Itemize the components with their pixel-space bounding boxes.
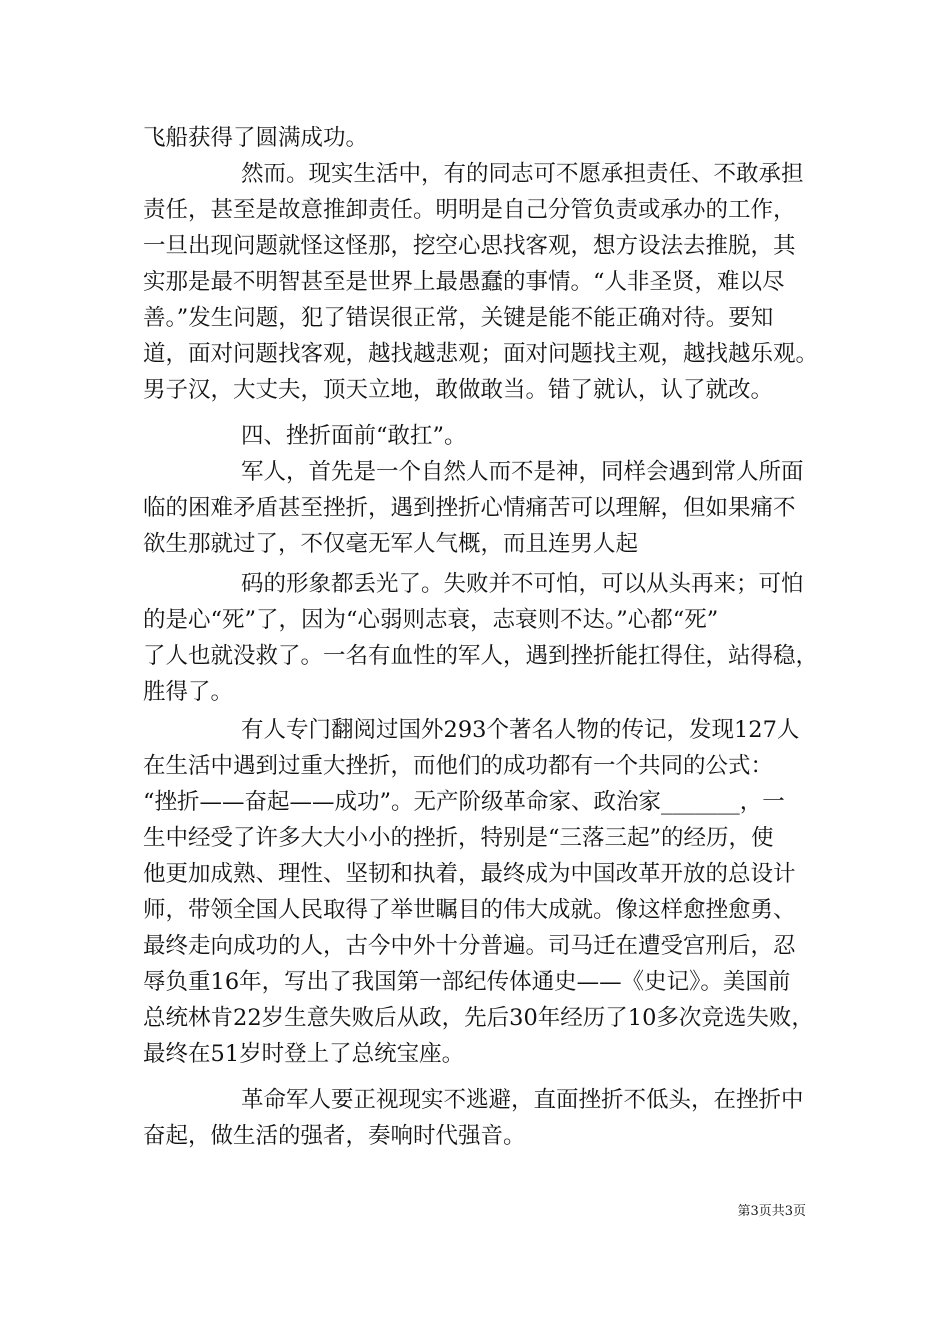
text-line: 欲生那就过了，不仅毫无军人气概，而且连男人起 [143,531,639,557]
page-footer: 第3页共3页 [737,1204,806,1219]
text-line: 善。”发生问题，犯了错误很正常，关键是能不能正确对待。要知 [143,305,774,331]
text-line: 的是心“死”了，因为“心弱则志衰，志衰则不达。”心都“死” [143,607,719,633]
text-line: 辱负重16年，写出了我国第一部纪传体通史——《史记》。美国前 [143,969,791,995]
section-heading: 四、挫折面前“敢扛”。 [241,423,467,449]
text-line: 胜得了。 [143,679,234,705]
paragraph-start: 码的形象都丢光了。失败并不可怕，可以从头再来；可怕 [241,571,804,597]
text-line: 责任，甚至是故意推卸责任。明明是自己分管负责或承办的工作， [143,197,796,223]
text-line: 他更加成熟、理性、坚韧和执着，最终成为中国改革开放的总设计 [143,861,796,887]
text-line: 最终在51岁时登上了总统宝座。 [143,1041,465,1067]
paragraph-start: 有人专门翻阅过国外293个著名人物的传记，发现127人 [241,717,800,743]
text-line: 奋起，做生活的强者，奏响时代强音。 [143,1123,526,1149]
paragraph-start: 然而。现实生活中，有的同志可不愿承担责任、不敢承担 [241,161,804,187]
paragraph-start: 军人，首先是一个自然人而不是神，同样会遇到常人所面 [241,459,804,485]
text-line: 一旦出现问题就怪这怪那，挖空心思找客观，想方设法去推脱，其 [143,233,796,259]
text-line: 道，面对问题找客观，越找越悲观；面对问题找主观，越找越乐观。 [143,341,819,367]
paragraph-start: 革命军人要正视现实不逃避，直面挫折不低头，在挫折中 [241,1087,804,1113]
text-line: 男子汉，大丈夫，顶天立地，敢做敢当。错了就认，认了就改。 [143,377,774,403]
text-line: 临的困难矛盾甚至挫折，遇到挫折心情痛苦可以理解，但如果痛不 [143,495,796,521]
text-line: 在生活中遇到过重大挫折，而他们的成功都有一个共同的公式： [143,753,774,779]
text-line: 实那是最不明智甚至是世界上最愚蠢的事情。“人非圣贤，难以尽 [143,269,785,295]
text-line: 总统林肯22岁生意失败后从政，先后30年经历了10多次竞选失败， [143,1005,814,1031]
text-line: 最终走向成功的人，古今中外十分普遍。司马迁在遭受宫刑后，忍 [143,933,796,959]
text-line: 师，带领全国人民取得了举世瞩目的伟大成就。像这样愈挫愈勇、 [143,897,796,923]
text-line: 生中经受了许多大大小小的挫折，特别是“三落三起”的经历，使 [143,825,774,851]
text-line: “挫折——奋起——成功”。无产阶级革命家、政治家_______，一 [143,789,785,815]
text-line: 飞船获得了圆满成功。 [143,125,369,151]
text-line: 了人也就没救了。一名有血性的军人，遇到挫折能扛得住，站得稳， [143,643,819,669]
